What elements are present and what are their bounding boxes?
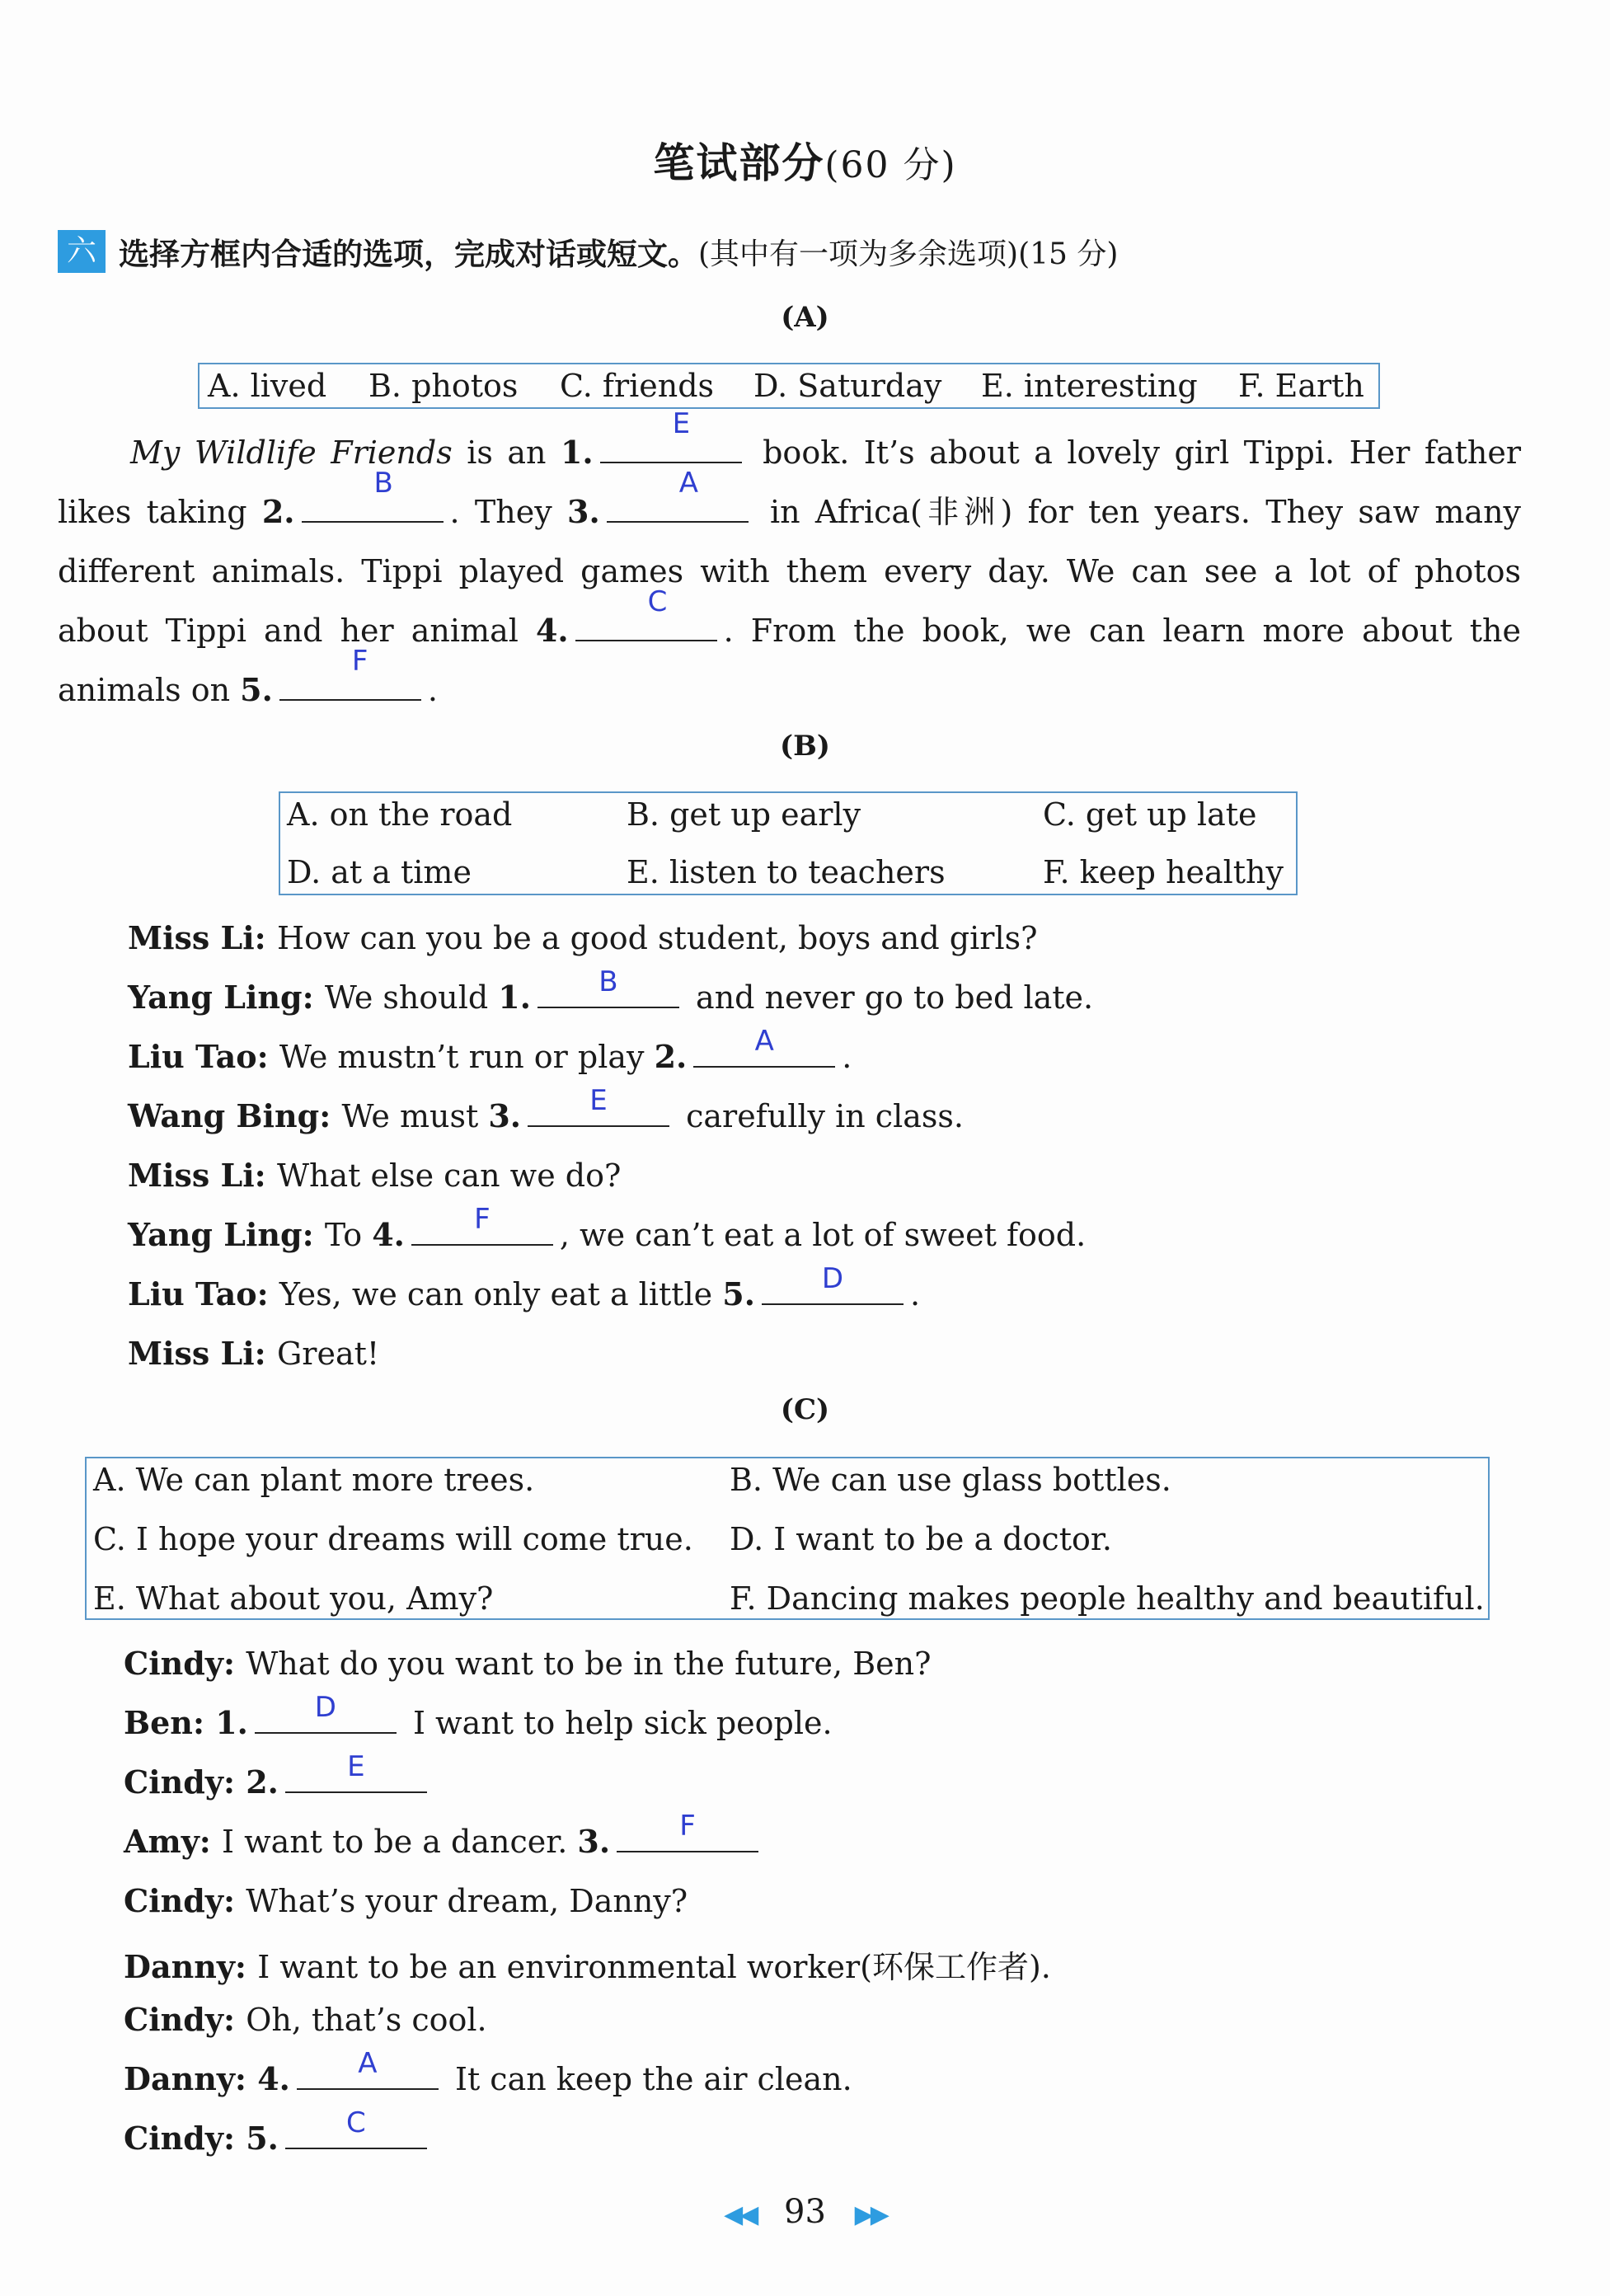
- blank-number: 3.: [577, 1823, 611, 1860]
- text-span: .: [909, 1276, 921, 1312]
- text-span: To: [324, 1217, 373, 1253]
- text-span: What else can we do?: [276, 1157, 622, 1194]
- handwritten-answer: D: [821, 1262, 844, 1295]
- dialogue-line: Yang Ling: We should 1. B and never go to bed late.: [128, 965, 1094, 1016]
- part-b-option: F. keep healthy: [1043, 854, 1284, 890]
- dialogue-line: Cindy: 2. E: [124, 1763, 434, 1801]
- handwritten-answer: E: [589, 1084, 608, 1117]
- handwritten-answer: F: [351, 645, 368, 678]
- part-a-option: A. lived: [208, 368, 327, 404]
- text-span: What do you want to be in the future, Ben?: [246, 1646, 932, 1682]
- dialogue-line: Cindy: What do you want to be in the future, Ben?: [124, 1645, 932, 1682]
- previous-page-icon[interactable]: ◀◀: [724, 2200, 756, 2229]
- answer-blank[interactable]: [762, 1262, 904, 1305]
- text-span: I want to be a dancer.: [222, 1824, 578, 1860]
- part-c-option-box: [85, 1457, 1490, 1620]
- text-span: We must: [341, 1098, 489, 1134]
- part-c-option: F. Dancing makes people healthy and beautiful.: [730, 1580, 1485, 1617]
- page-number: 93: [784, 2193, 826, 2231]
- answer-blank[interactable]: [537, 965, 679, 1008]
- blank-number: 1.: [560, 434, 594, 471]
- speaker: Amy: [124, 1823, 199, 1860]
- text-span: Oh, that’s cool.: [246, 2002, 487, 2038]
- dialogue-line: Cindy: What’s your dream, Danny?: [124, 1882, 688, 1919]
- section-heading: [58, 229, 1118, 274]
- speaker: Wang Bing: [128, 1097, 320, 1134]
- blank-number: 4.: [535, 612, 569, 649]
- part-a-option-box: [198, 363, 1380, 409]
- answer-blank[interactable]: [411, 1203, 553, 1246]
- text-span: in Africa(非洲) for ten years. They saw many different animals. Tippi played games with them every day. We can see a lot of photos about Tippi and her animal: [58, 494, 1522, 649]
- part-a-option: C. friends: [560, 368, 715, 404]
- title-text: 笔试部分: [653, 139, 825, 187]
- text-span: book. It’s about a lovely girl Tippi. Her father likes taking: [58, 434, 1521, 530]
- blank-number: 3.: [488, 1097, 522, 1134]
- dialogue-line: Cindy: 5. C: [124, 2120, 434, 2157]
- speaker: Yang Ling: [128, 1216, 303, 1253]
- blank-number: 3.: [567, 493, 600, 530]
- dialogue-line: Miss Li: Great!: [128, 1335, 380, 1372]
- part-a-option: D. Saturday: [753, 368, 942, 404]
- dialogue-line: Yang Ling: To 4. F , we can’t eat a lot of sweet food.: [128, 1203, 1087, 1253]
- answer-blank[interactable]: [279, 645, 421, 701]
- speaker: Miss Li: [128, 1157, 255, 1194]
- part-b-option: B. get up early: [627, 796, 861, 833]
- text-span: I want to help sick people.: [402, 1705, 833, 1741]
- handwritten-answer: E: [347, 1750, 365, 1783]
- part-a-option: E. interesting: [981, 368, 1198, 404]
- blank-number: 4.: [372, 1216, 405, 1253]
- answer-blank[interactable]: [285, 2106, 427, 2149]
- text-span: We should: [324, 979, 499, 1016]
- handwritten-answer: F: [474, 1203, 491, 1236]
- answer-blank[interactable]: [297, 2047, 439, 2090]
- part-a-label: (A): [781, 301, 829, 334]
- section-badge: 六: [58, 230, 106, 273]
- blank-number: 2.: [654, 1038, 688, 1075]
- part-b-option: A. on the road: [287, 796, 513, 833]
- part-c-option: B. We can use glass bottles.: [730, 1462, 1171, 1498]
- handwritten-answer: A: [678, 467, 698, 500]
- speaker: Cindy: [124, 2001, 223, 2038]
- text-span: is an: [452, 434, 561, 471]
- blank-number: 2.: [246, 1763, 279, 1801]
- section-instruction: 选择方框内合适的选项，完成对话或短文。: [119, 237, 698, 272]
- page-footer: [0, 2193, 1610, 2231]
- text-span: Yes, we can only eat a little: [279, 1276, 723, 1312]
- section-note: (其中有一项为多余选项)(15 分): [698, 237, 1119, 271]
- answer-blank[interactable]: [285, 1750, 427, 1793]
- text-span: and never go to bed late.: [685, 979, 1094, 1016]
- text-span: Great!: [276, 1336, 380, 1372]
- handwritten-answer: B: [373, 467, 393, 500]
- part-c-label: (C): [780, 1393, 830, 1426]
- dialogue-line: Cindy: Oh, that’s cool.: [124, 2001, 487, 2038]
- handwritten-answer: C: [647, 585, 668, 618]
- dialogue-line: Liu Tao: We mustn’t run or play 2. A .: [128, 1025, 852, 1075]
- part-b-option: D. at a time: [287, 854, 472, 890]
- blank-number: 4.: [257, 2060, 290, 2097]
- speaker: Miss Li: [128, 919, 255, 956]
- answer-blank[interactable]: [255, 1691, 397, 1734]
- book-title: My Wildlife Friends: [130, 434, 453, 471]
- speaker: Danny: [124, 1948, 235, 1985]
- speaker: Danny: [124, 2060, 235, 2097]
- blank-number: 1.: [498, 979, 531, 1016]
- speaker: Cindy: [124, 1645, 223, 1682]
- text-span: It can keep the air clean.: [444, 2061, 852, 2097]
- title-points: (60 分): [824, 144, 957, 186]
- dialogue-line: Miss Li: How can you be a good student, boys and girls?: [128, 919, 1038, 956]
- text-span: .: [427, 672, 438, 708]
- speaker: Cindy: [124, 1763, 223, 1801]
- handwritten-answer: F: [679, 1810, 696, 1843]
- answer-blank[interactable]: [302, 467, 444, 523]
- text-span: . They: [449, 494, 568, 530]
- dialogue-line: Ben: 1. D I want to help sick people.: [124, 1691, 833, 1741]
- text-span: How can you be a good student, boys and girls?: [276, 920, 1038, 956]
- speaker: Cindy: [124, 2120, 223, 2157]
- text-span: What’s your dream, Danny?: [246, 1883, 688, 1919]
- part-b-label: (B): [780, 730, 830, 763]
- handwritten-answer: A: [358, 2047, 378, 2080]
- part-c-option: C. I hope your dreams will come true.: [93, 1521, 693, 1557]
- dialogue-line: Danny: 4. A It can keep the air clean.: [124, 2047, 852, 2097]
- text-span: .: [842, 1039, 852, 1075]
- part-c-option: D. I want to be a doctor.: [730, 1521, 1112, 1557]
- part-b-option-box: [279, 791, 1298, 895]
- speaker: Cindy: [124, 1882, 223, 1919]
- handwritten-answer: C: [346, 2106, 366, 2139]
- page-title: [0, 130, 1610, 190]
- speaker: Liu Tao: [128, 1275, 257, 1312]
- answer-blank[interactable]: [617, 1810, 758, 1852]
- handwritten-answer: A: [754, 1025, 774, 1058]
- part-a-option: F. Earth: [1238, 368, 1364, 404]
- handwritten-answer: E: [672, 407, 691, 440]
- handwritten-answer: B: [598, 965, 618, 998]
- blank-number: 1.: [215, 1704, 248, 1741]
- dialogue-line: Danny: I want to be an environmental worker(环保工作者).: [124, 1948, 1051, 1985]
- dialogue-line: Liu Tao: Yes, we can only eat a little 5. D .: [128, 1262, 921, 1312]
- answer-blank[interactable]: [693, 1025, 835, 1068]
- speaker: Liu Tao: [128, 1038, 257, 1075]
- part-a-option: B. photos: [368, 368, 519, 404]
- speaker: Ben: [124, 1704, 193, 1741]
- dialogue-line: Wang Bing: We must 3. E carefully in class.: [128, 1084, 964, 1134]
- dialogue-line: Miss Li: What else can we do?: [128, 1157, 622, 1194]
- part-c-option: A. We can plant more trees.: [93, 1462, 535, 1498]
- answer-blank[interactable]: [575, 585, 717, 641]
- text-span: carefully in class.: [676, 1098, 964, 1134]
- speaker: Yang Ling: [128, 979, 303, 1016]
- part-a-passage: [58, 407, 1522, 720]
- text-span: , we can’t eat a lot of sweet food.: [559, 1217, 1087, 1253]
- text-span: I want to be an environmental worker(环保工作者).: [257, 1949, 1051, 1985]
- blank-number: 5.: [240, 671, 273, 708]
- dialogue-line: Amy: I want to be a dancer. 3. F: [124, 1823, 765, 1860]
- blank-number: 2.: [261, 493, 295, 530]
- handwritten-answer: D: [314, 1691, 336, 1724]
- part-b-option: E. listen to teachers: [627, 854, 946, 890]
- text-span: . From the book, we can learn more about the animals on: [58, 613, 1521, 708]
- part-b-option: C. get up late: [1043, 796, 1257, 833]
- text-span: We mustn’t run or play: [279, 1039, 655, 1075]
- next-page-icon[interactable]: ▶▶: [854, 2200, 886, 2229]
- speaker: Miss Li: [128, 1335, 255, 1372]
- blank-number: 5.: [722, 1275, 755, 1312]
- part-c-option: E. What about you, Amy?: [93, 1580, 494, 1617]
- answer-blank[interactable]: [528, 1084, 669, 1127]
- blank-number: 5.: [246, 2120, 279, 2157]
- answer-blank[interactable]: [607, 467, 749, 523]
